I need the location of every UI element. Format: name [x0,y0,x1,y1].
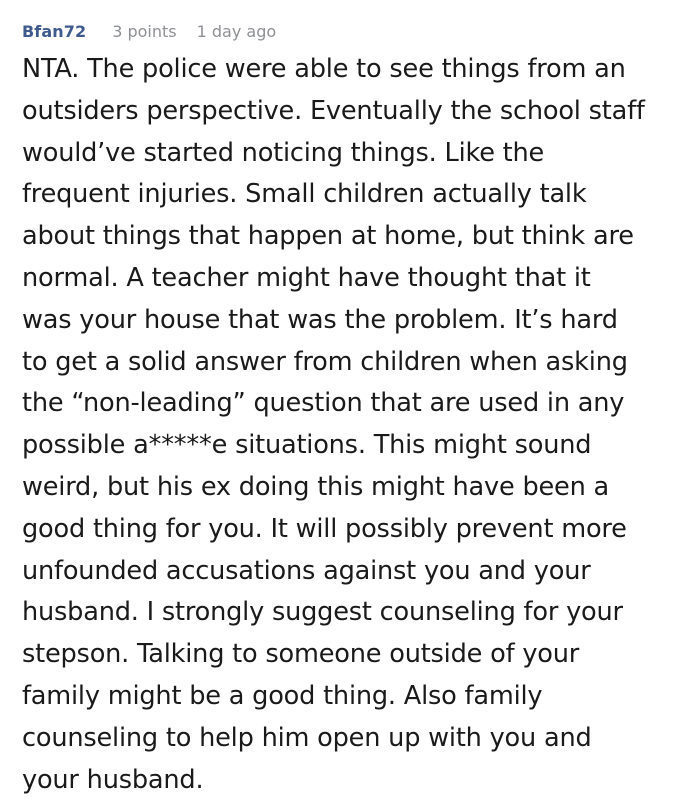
comment-line: stepson. Talking to someone outside of your [22,639,580,670]
comment-line: normal. A teacher might have thought that it [22,262,591,293]
comment-line: frequent injuries. Small children actually talk [22,179,587,210]
comment-username-link[interactable]: Bfan72 [22,21,87,41]
comment-body [22,49,682,801]
comment-line: your husband. [22,764,204,795]
comment-points: 3 points [112,21,177,41]
comment-line: was your house that was the problem. It’s hard [22,304,618,335]
comment-line: the “non-leading” question that are used in any [22,388,625,419]
comment-line: unfounded accusations against you and your [22,555,591,586]
comment-line: good thing for you. It will possibly prevent more [22,513,627,544]
comment-timestamp: 1 day ago [196,21,277,41]
comment-line: outsiders perspective. Eventually the school staff [22,95,645,126]
comment-line: counseling to help him open up with you and [22,722,592,753]
comment-line: about things that happen at home, but think are [22,221,634,252]
comment-line: to get a solid answer from children when asking [22,346,628,377]
comment-line: possible a*****e situations. This might sound [22,430,592,461]
comment-line: husband. I strongly suggest counseling for your [22,597,623,628]
comment-line: would’ve started noticing things. Like the [22,137,545,168]
comment-line: NTA. The police were able to see things from an [22,54,626,84]
comment-line: weird, but his ex doing this might have been a [22,471,610,502]
comment-header [22,19,276,43]
comment-line: family might be a good thing. Also family [22,680,543,711]
